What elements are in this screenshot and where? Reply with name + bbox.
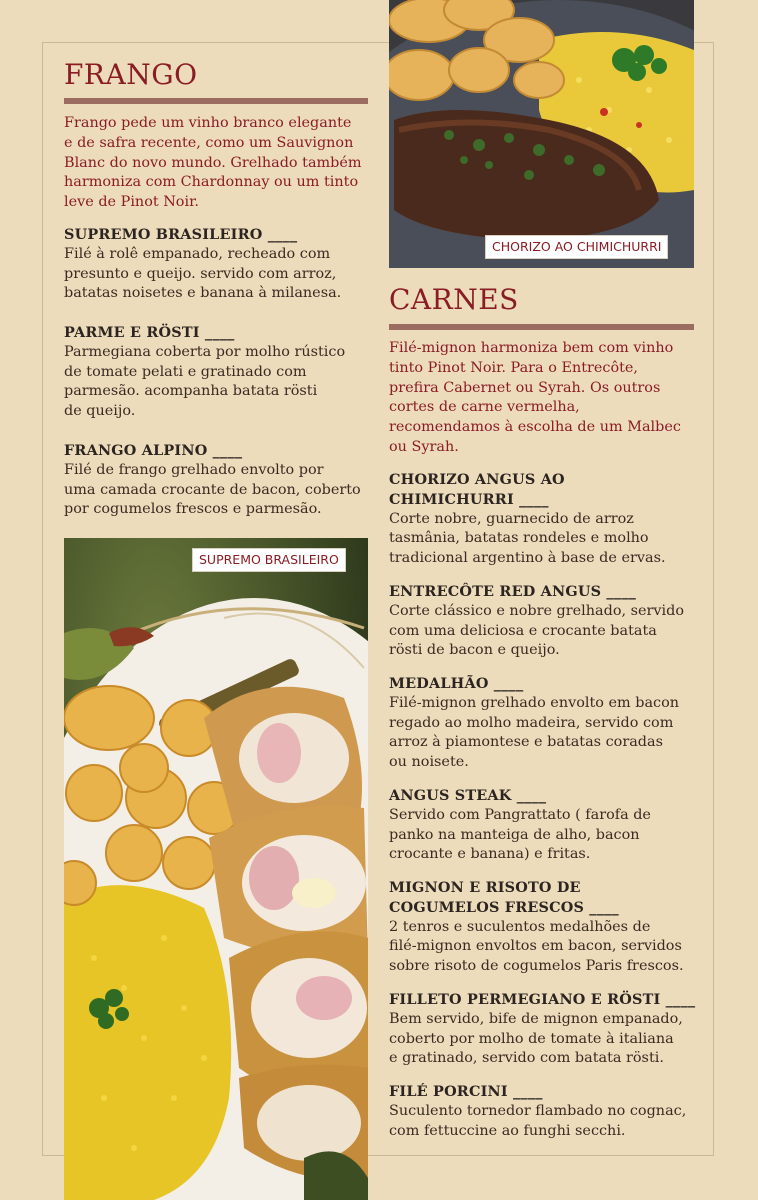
- dish-name: SUPREMO BRASILEIRO ____: [64, 226, 298, 243]
- carnes-title-rule: [389, 324, 694, 330]
- dish-description: Filé de frango grelhado envolto por uma camada crocante de bacon, coberto por cogumelos frescos e parmesão.: [64, 461, 361, 518]
- dish-description: Parmegiana coberta por molho rústico de tomate pelati e gratinado com parmesão. acompanha batata rösti de queijo.: [64, 343, 346, 420]
- supremo-brasileiro-food-illustration: [64, 538, 368, 1200]
- dish-description: Filé-mignon grelhado envolto em bacon regado ao molho madeira, servido com arroz à piamontese e batatas coradas ou noisete.: [389, 694, 680, 771]
- frango-title: FRANGO: [64, 58, 198, 91]
- frango-title-rule: [64, 98, 368, 104]
- dish-filleto-permegiano: [389, 990, 709, 1069]
- chorizo-chimichurri-photo: [389, 0, 694, 268]
- dish-mignon-risoto: [389, 878, 709, 977]
- dish-name: FILÉ PORCINI ____: [389, 1083, 543, 1100]
- dish-name: PARME E RÖSTI ____: [64, 324, 235, 341]
- chorizo-food-illustration: [389, 0, 694, 268]
- carnes-intro: Filé-mignon harmoniza bem com vinho tinto Pinot Noir. Para o Entrecôte, prefira Cabernet ou Syrah. Os outros cortes de carne vermelha, recomendamos à escolha de um Malbec ou Syrah.: [389, 340, 681, 455]
- photo-tag-chorizo-chimichurri: CHORIZO AO CHIMICHURRI: [485, 235, 668, 259]
- dish-description: Bem servido, bife de mignon empanado, coberto por molho de tomate à italiana e gratinado, servido com batata rösti.: [389, 1010, 683, 1067]
- carnes-title: CARNES: [389, 283, 519, 316]
- dish-description: 2 tenros e suculentos medalhões de filé-mignon envoltos em bacon, servidos sobre risoto de cogumelos Paris frescos.: [389, 918, 684, 975]
- dish-description: Suculento tornedor flambado no cognac, com fettuccine ao funghi secchi.: [389, 1102, 687, 1139]
- dish-description: Filé à rolê empanado, recheado com presunto e queijo. servido com arroz, batatas noisetes e banana à milanesa.: [64, 245, 342, 302]
- dish-medalhao: [389, 674, 709, 773]
- dish-name: MIGNON E RISOTO DE COGUMELOS FRESCOS ____: [389, 879, 619, 916]
- dish-name: FRANGO ALPINO ____: [64, 442, 243, 459]
- dish-supremo-brasileiro: [64, 225, 374, 304]
- dish-name: MEDALHÃO ____: [389, 675, 524, 692]
- dish-parme-e-rosti: [64, 323, 374, 422]
- dish-name: CHORIZO ANGUS AO CHIMICHURRI ____: [389, 471, 565, 508]
- dish-entrecote-red-angus: [389, 582, 709, 661]
- frango-intro: Frango pede um vinho branco elegante e de safra recente, como um Sauvignon Blanc do novo mundo. Grelhado também harmoniza com Chardonnay ou um tinto leve de Pinot Noir.: [64, 115, 362, 211]
- dish-description: Servido com Pangrattato ( farofa de panko na manteiga de alho, bacon crocante e banana) e fritas.: [389, 806, 651, 863]
- dish-angus-steak: [389, 786, 709, 865]
- dish-name: FILLETO PERMEGIANO E RÖSTI ____: [389, 991, 696, 1008]
- dish-chorizo-angus: [389, 470, 709, 569]
- dish-description: Corte nobre, guarnecido de arroz tasmânia, batatas rondeles e molho tradicional argentino à base de ervas.: [389, 510, 666, 567]
- dish-name: ANGUS STEAK ____: [389, 787, 547, 804]
- supremo-brasileiro-photo: [64, 538, 368, 1200]
- photo-tag-supremo-brasileiro: SUPREMO BRASILEIRO: [192, 548, 346, 572]
- dish-name: ENTRECÔTE RED ANGUS ____: [389, 583, 636, 600]
- dish-frango-alpino: [64, 441, 374, 520]
- dish-description: Corte clássico e nobre grelhado, servido com uma deliciosa e crocante batata rösti de bacon e queijo.: [389, 602, 685, 659]
- dish-file-porcini: [389, 1082, 709, 1141]
